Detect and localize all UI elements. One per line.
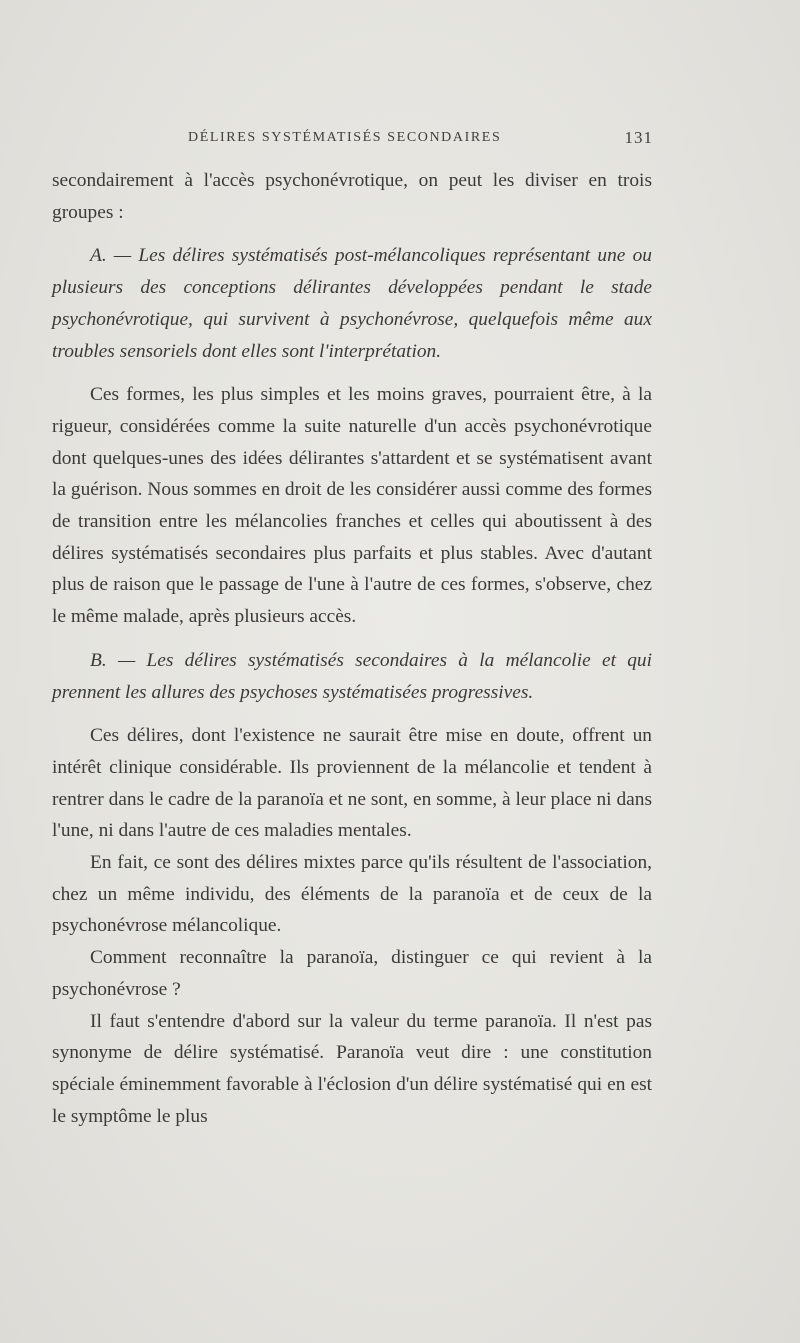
group-b-heading: B. — Les délires systématisés secondaires à la mélancolie et qui prennent les allures des psychoses systématisées progressives.: [52, 649, 652, 703]
page-number: 131: [624, 128, 653, 147]
paragraph: Il faut s'entendre d'abord sur la valeur du terme paranoïa. Il n'est pas synonyme de délire systématisé. Paranoïa veut dire : une constitution spéciale éminemment favorable à l'éclosion d'un délire systématisé qui en est le symptôme le plus: [52, 1010, 652, 1127]
group-a-heading: A. — Les délires systématisés post-mélancoliques représentant une ou plusieurs des conceptions délirantes développées pendant le stade psychonévrotique, qui survivent à psychonévrose, quelquefois même aux troubles sensoriels dont elles sont l'interprétation.: [52, 245, 652, 362]
paragraph: Ces délires, dont l'existence ne saurait être mise en doute, offrent un intérêt clinique considérable. Ils proviennent de la mélancolie et tendent à rentrer dans le cadre de la paranoïa et ne sont, en somme, à leur place ni dans l'une, ni dans l'autre de ces maladies mentales.: [52, 725, 652, 842]
page-header: [188, 128, 653, 150]
running-title: DÉLIRES SYSTÉMATISÉS SECONDAIRES: [188, 130, 502, 145]
paragraph: secondairement à l'accès psychonévrotique, on peut les diviser en trois groupes :: [52, 170, 652, 223]
paragraph: En fait, ce sont des délires mixtes parce qu'ils résultent de l'association, chez un même individu, des éléments de la paranoïa et de ceux de la psychonévrose mélancolique.: [52, 852, 652, 937]
body-text: [52, 165, 652, 1132]
paragraph: Comment reconnaître la paranoïa, distinguer ce qui revient à la psychonévrose ?: [52, 947, 652, 1000]
paragraph: Ces formes, les plus simples et les moins graves, pourraient être, à la rigueur, considérées comme la suite naturelle d'un accès psychonévrotique dont quelques-unes des idées délirantes s'attardent et se systématisent avant la guérison. Nous sommes en droit de les considérer aussi comme des formes de transition entre les mélancolies franches et celles qui aboutissent à des délires systématisés secondaires plus parfaits et plus stables. Avec d'autant plus de raison que le passage de l'une à l'autre de ces formes, s'observe, chez le même malade, après plusieurs accès.: [52, 384, 652, 628]
